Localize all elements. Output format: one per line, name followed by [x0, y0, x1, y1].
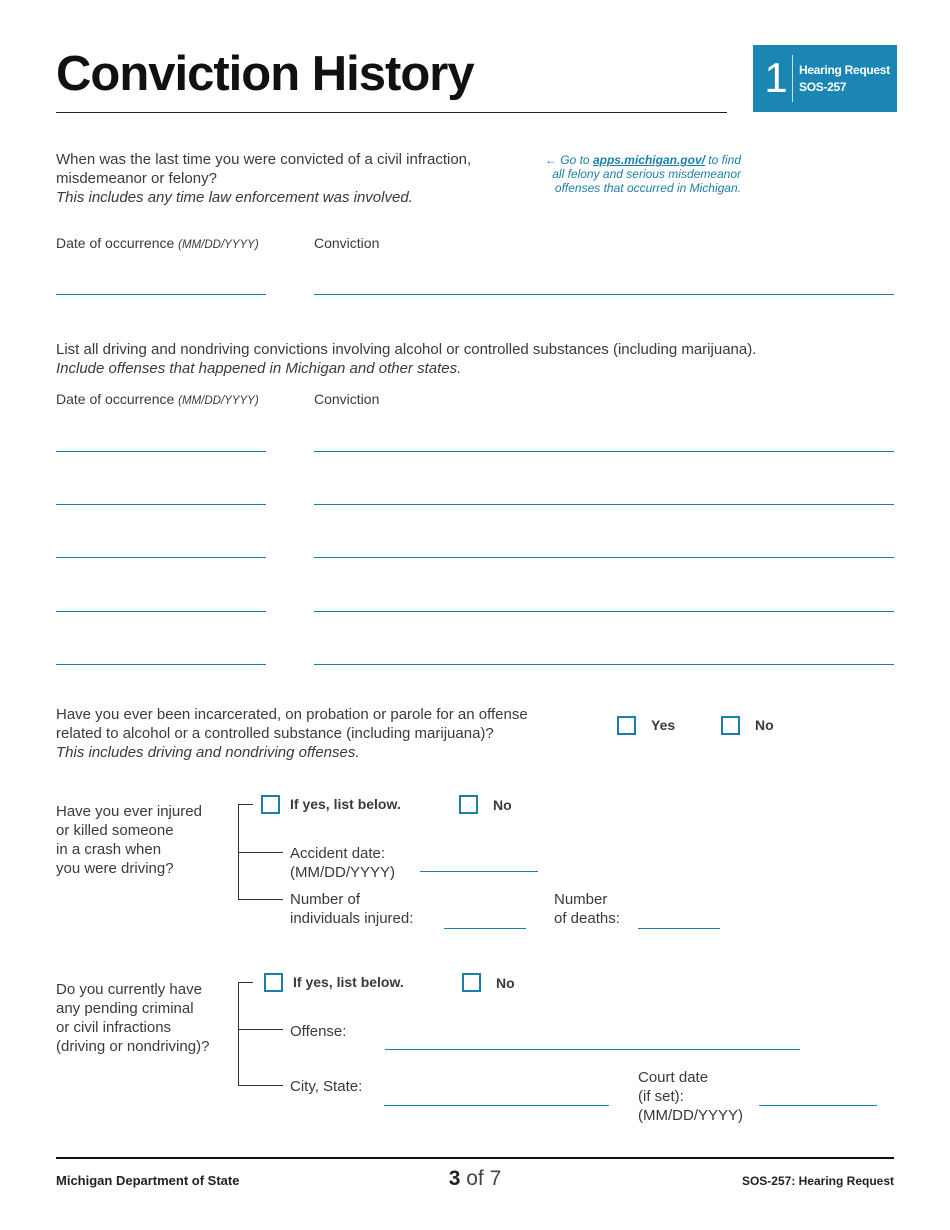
alcohol-date-field-5[interactable] — [56, 664, 266, 665]
label-format: (MM/DD/YYYY) — [178, 239, 259, 251]
question-line: any pending criminal — [56, 1000, 194, 1017]
question-line: Do you currently have — [56, 981, 202, 998]
pending-bracket-tick — [238, 982, 253, 983]
label-line: individuals injured: — [290, 910, 414, 927]
question-note: This includes driving and nondriving offenses. — [56, 744, 360, 761]
conviction-label: Conviction — [314, 235, 380, 251]
pending-bracket — [238, 982, 239, 1086]
question-line: (driving or nondriving)? — [56, 1038, 210, 1055]
pending-no-checkbox[interactable] — [462, 973, 481, 992]
incarcerated-yes-label: Yes — [651, 717, 676, 733]
label-line: Court date — [638, 1069, 709, 1086]
court-date-field[interactable] — [759, 1105, 877, 1106]
badge-number: 1 — [764, 54, 788, 101]
alcohol-conviction-field-5[interactable] — [314, 664, 894, 665]
alcohol-date-field-2[interactable] — [56, 504, 266, 505]
last-conviction-question — [56, 150, 471, 207]
title-divider — [56, 112, 727, 113]
instruction-note: Include offenses that happened in Michigan and other states. — [56, 360, 462, 377]
crash-bracket-tick — [238, 899, 283, 900]
page-total: of 7 — [460, 1167, 502, 1190]
badge-form-title: Hearing Request — [799, 63, 890, 77]
alcohol-conviction-field-3[interactable] — [314, 557, 894, 558]
question-line: related to alcohol or a controlled substance (including marijuana)? — [56, 725, 494, 742]
form-badge — [753, 45, 897, 112]
note-suffix: to find all felony and serious misdemeanor offenses that occurred in Michigan. — [552, 153, 741, 195]
label-line: (if set): — [638, 1088, 684, 1105]
last-conviction-date-field[interactable] — [56, 294, 266, 295]
offense-field[interactable] — [385, 1049, 800, 1050]
pending-bracket-tick — [238, 1085, 283, 1086]
question-line: in a crash when — [56, 841, 162, 858]
pending-yes-checkbox[interactable] — [264, 973, 283, 992]
label-line: Number — [554, 891, 608, 908]
question-line: misdemeanor or felony? — [56, 170, 217, 187]
date-of-occurrence-label — [56, 234, 259, 254]
badge-divider — [792, 55, 793, 102]
incarcerated-question — [56, 705, 528, 762]
incarcerated-no-label: No — [755, 717, 774, 733]
city-state-label: City, State: — [290, 1078, 363, 1095]
question-line: you were driving? — [56, 860, 174, 877]
accident-date-field[interactable] — [420, 871, 538, 872]
last-conviction-field[interactable] — [314, 294, 894, 295]
question-line: When was the last time you were convicted of a civil infraction, — [56, 151, 472, 168]
michigan-gov-link[interactable]: apps.michigan.gov/ — [592, 153, 705, 167]
question-line: Have you ever been incarcerated, on probation or parole for an offense — [56, 706, 528, 723]
question-note: This includes any time law enforcement was involved. — [56, 189, 413, 206]
pending-bracket-tick — [238, 1029, 283, 1030]
alcohol-conviction-field-4[interactable] — [314, 611, 894, 612]
label-line: (MM/DD/YYYY) — [638, 1107, 743, 1124]
question-line: or civil infractions — [56, 1019, 172, 1036]
footer-form-title: SOS-257: Hearing Request — [741, 1174, 894, 1188]
instruction-line: List all driving and nondriving convictions involving alcohol or controlled substances (including marijuana). — [56, 341, 757, 358]
incarcerated-no-checkbox[interactable] — [721, 716, 740, 735]
crash-bracket-tick — [238, 852, 283, 853]
crash-bracket-tick — [238, 804, 253, 805]
question-line: Have you ever injured — [56, 803, 202, 820]
crash-yes-checkbox[interactable] — [261, 795, 280, 814]
label-line: of deaths: — [554, 910, 620, 927]
alcohol-date-field-4[interactable] — [56, 611, 266, 612]
footer-divider — [56, 1157, 894, 1159]
label-text: Date of occurrence — [56, 391, 179, 407]
label-text: Date of occurrence — [56, 235, 179, 251]
offense-label: Offense: — [290, 1023, 347, 1040]
label-format: (MM/DD/YYYY) — [178, 395, 259, 407]
pending-yes-label: If yes, list below. — [293, 974, 404, 990]
badge-text — [799, 62, 890, 96]
alcohol-instruction — [56, 340, 756, 378]
footer-department: Michigan Department of State — [56, 1173, 240, 1188]
deaths-field[interactable] — [638, 928, 720, 929]
pending-question — [56, 980, 209, 1056]
crash-yes-label: If yes, list below. — [290, 796, 401, 812]
conviction-label: Conviction — [314, 391, 380, 407]
page-current: 3 — [448, 1167, 461, 1190]
alcohol-conviction-field-2[interactable] — [314, 504, 894, 505]
city-state-field[interactable] — [384, 1105, 609, 1106]
date-of-occurrence-label — [56, 390, 259, 410]
badge-form-code: SOS-257 — [799, 80, 847, 94]
deaths-label — [554, 890, 620, 928]
incarcerated-yes-checkbox[interactable] — [617, 716, 636, 735]
label-line: Number of — [290, 891, 361, 908]
pending-no-label: No — [496, 975, 515, 991]
court-date-label — [638, 1068, 743, 1125]
note-prefix: ← Go to — [544, 153, 593, 167]
alcohol-conviction-field-1[interactable] — [314, 451, 894, 452]
question-line: or killed someone — [56, 822, 174, 839]
crash-no-label: No — [493, 797, 512, 813]
crash-no-checkbox[interactable] — [459, 795, 478, 814]
crash-question — [56, 802, 202, 878]
alcohol-date-field-1[interactable] — [56, 451, 266, 452]
page-number — [420, 1167, 530, 1191]
label-line: (MM/DD/YYYY) — [290, 864, 395, 881]
individuals-injured-field[interactable] — [444, 928, 526, 929]
individuals-injured-label — [290, 890, 413, 928]
michigan-lookup-note — [540, 153, 741, 195]
page-title: Conviction History — [56, 47, 474, 101]
alcohol-date-field-3[interactable] — [56, 557, 266, 558]
label-line: Accident date: — [290, 845, 386, 862]
accident-date-label — [290, 844, 395, 882]
